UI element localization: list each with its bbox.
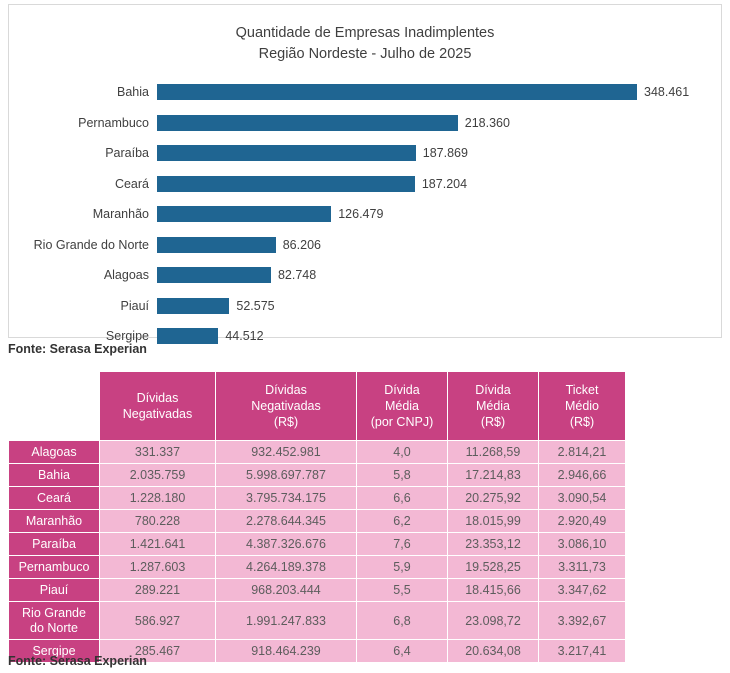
bar-category-label: Ceará — [114, 176, 149, 191]
cell-dividas-negativadas-rs: 4.264.189.378 — [216, 556, 357, 579]
bar-category-label: Pernambuco — [78, 115, 149, 130]
cell-dividas-negativadas-rs: 4.387.326.676 — [216, 533, 357, 556]
bar-value-label: 187.204 — [421, 176, 468, 191]
cell-divida-media-rs: 20.634,08 — [448, 640, 539, 663]
cell-dividas-negativadas-rs: 932.452.981 — [216, 441, 357, 464]
cell-dividas-negativadas: 285.467 — [100, 640, 216, 663]
cell-dividas-negativadas-rs: 1.991.247.833 — [216, 602, 357, 640]
cell-divida-media-cnpj: 6,6 — [357, 487, 448, 510]
row-header-state: Ceará — [9, 487, 100, 510]
bar-category-label: Rio Grande do Norte — [33, 237, 149, 252]
bar — [157, 298, 229, 314]
cell-divida-media-rs: 19.528,25 — [448, 556, 539, 579]
table-row — [9, 487, 626, 510]
column-header-divida-media-cnpj: Dívida Média (por CNPJ) — [357, 372, 448, 441]
cell-dividas-negativadas: 331.337 — [100, 441, 216, 464]
bar-row — [9, 77, 721, 108]
row-header-state: Sergipe — [9, 640, 100, 663]
cell-divida-media-cnpj: 4,0 — [357, 441, 448, 464]
cell-divida-media-rs: 23.353,12 — [448, 533, 539, 556]
cell-dividas-negativadas: 1.421.641 — [100, 533, 216, 556]
bar-row — [9, 199, 721, 230]
chart-source-note: Fonte: Serasa Experian — [8, 342, 147, 356]
bar-category-label: Alagoas — [103, 268, 149, 283]
cell-dividas-negativadas: 289.221 — [100, 579, 216, 602]
table-row — [9, 510, 626, 533]
row-header-state: Alagoas — [9, 441, 100, 464]
column-header-dividas-negativadas: Dívidas Negativadas — [100, 372, 216, 441]
chart-title-line1: Quantidade de Empresas Inadimplentes — [235, 25, 495, 41]
cell-dividas-negativadas-rs: 2.278.644.345 — [216, 510, 357, 533]
table-corner-cell — [9, 372, 100, 441]
chart-subtitle: Região Nordeste - Julho de 2025 — [258, 46, 472, 62]
bar-category-label: Paraíba — [105, 146, 149, 161]
cell-dividas-negativadas-rs: 918.464.239 — [216, 640, 357, 663]
cell-ticket-medio: 2.920,49 — [539, 510, 626, 533]
cell-ticket-medio: 3.347,62 — [539, 579, 626, 602]
bar-row — [9, 291, 721, 322]
cell-ticket-medio: 2.814,21 — [539, 441, 626, 464]
table-row — [9, 556, 626, 579]
chart-title — [9, 5, 721, 65]
cell-ticket-medio: 3.392,67 — [539, 602, 626, 640]
cell-dividas-negativadas-rs: 3.795.734.175 — [216, 487, 357, 510]
chart-panel — [8, 4, 722, 344]
bar-category-label: Maranhão — [92, 207, 149, 222]
cell-divida-media-rs: 18.415,66 — [448, 579, 539, 602]
table-source-note: Fonte: Serasa Experian — [8, 654, 147, 668]
bar-value-label: 52.575 — [236, 298, 275, 313]
bar — [157, 84, 637, 100]
cell-divida-media-rs: 20.275,92 — [448, 487, 539, 510]
cell-divida-media-cnpj: 5,8 — [357, 464, 448, 487]
bar-row — [9, 260, 721, 291]
bar-row — [9, 230, 721, 261]
cell-divida-media-cnpj: 7,6 — [357, 533, 448, 556]
bar-value-label: 82.748 — [277, 268, 317, 283]
column-header-dividas-negativadas-rs: Dívidas Negativadas (R$) — [216, 372, 357, 441]
cell-ticket-medio: 3.086,10 — [539, 533, 626, 556]
cell-divida-media-cnpj: 6,8 — [357, 602, 448, 640]
cell-ticket-medio: 3.217,41 — [539, 640, 626, 663]
bar-category-label: Piauí — [120, 298, 149, 313]
bar-track — [157, 145, 721, 161]
cell-divida-media-cnpj: 5,5 — [357, 579, 448, 602]
bar — [157, 267, 271, 283]
bar — [157, 176, 415, 192]
table-body — [9, 441, 626, 663]
row-header-state: Paraíba — [9, 533, 100, 556]
cell-ticket-medio: 3.311,73 — [539, 556, 626, 579]
bar-track — [157, 298, 721, 314]
bar-value-label: 187.869 — [422, 146, 468, 161]
table-row — [9, 464, 626, 487]
bar-row — [9, 138, 721, 169]
bar-value-label: 218.360 — [464, 115, 510, 130]
chart-plot-area — [9, 77, 721, 344]
cell-divida-media-rs: 11.268,59 — [448, 441, 539, 464]
bar — [157, 145, 416, 161]
bar-track — [157, 84, 721, 100]
data-table — [8, 371, 626, 663]
bar — [157, 206, 331, 222]
bar-track — [157, 115, 721, 131]
cell-dividas-negativadas: 780.228 — [100, 510, 216, 533]
cell-divida-media-cnpj: 6,2 — [357, 510, 448, 533]
row-header-state: Piauí — [9, 579, 100, 602]
bar-value-label: 86.206 — [282, 237, 321, 252]
cell-divida-media-cnpj: 6,4 — [357, 640, 448, 663]
cell-dividas-negativadas-rs: 968.203.444 — [216, 579, 357, 602]
cell-divida-media-cnpj: 5,9 — [357, 556, 448, 579]
bar-row — [9, 169, 721, 200]
bar-track — [157, 176, 721, 192]
table-row — [9, 579, 626, 602]
table-row — [9, 533, 626, 556]
table-header-row — [9, 372, 626, 441]
bar-value-label: 126.479 — [338, 207, 384, 222]
row-header-state: Pernambuco — [9, 556, 100, 579]
row-header-state: Bahia — [9, 464, 100, 487]
bar-track — [157, 237, 721, 253]
cell-ticket-medio: 2.946,66 — [539, 464, 626, 487]
cell-dividas-negativadas: 1.287.603 — [100, 556, 216, 579]
bar-category-label: Sergipe — [105, 329, 149, 344]
cell-divida-media-rs: 17.214,83 — [448, 464, 539, 487]
bar-track — [157, 206, 721, 222]
bar-value-label: 44.512 — [225, 329, 264, 344]
row-header-state: Rio Grande do Norte — [9, 602, 100, 640]
cell-dividas-negativadas: 1.228.180 — [100, 487, 216, 510]
column-header-ticket-medio: Ticket Médio (R$) — [539, 372, 626, 441]
bar — [157, 328, 218, 344]
table-row — [9, 602, 626, 640]
cell-dividas-negativadas: 2.035.759 — [100, 464, 216, 487]
bar-value-label: 348.461 — [644, 85, 690, 100]
row-header-state: Maranhão — [9, 510, 100, 533]
cell-dividas-negativadas: 586.927 — [100, 602, 216, 640]
cell-divida-media-rs: 18.015,99 — [448, 510, 539, 533]
bar-row — [9, 108, 721, 139]
column-header-divida-media-rs: Dívida Média (R$) — [448, 372, 539, 441]
cell-dividas-negativadas-rs: 5.998.697.787 — [216, 464, 357, 487]
bar-category-label: Bahia — [117, 85, 149, 100]
cell-ticket-medio: 3.090,54 — [539, 487, 626, 510]
table-row — [9, 441, 626, 464]
bar-track — [157, 267, 721, 283]
bar-track — [157, 328, 721, 344]
bar — [157, 237, 276, 253]
bar — [157, 115, 458, 131]
cell-divida-media-rs: 23.098,72 — [448, 602, 539, 640]
table-header — [9, 372, 626, 441]
